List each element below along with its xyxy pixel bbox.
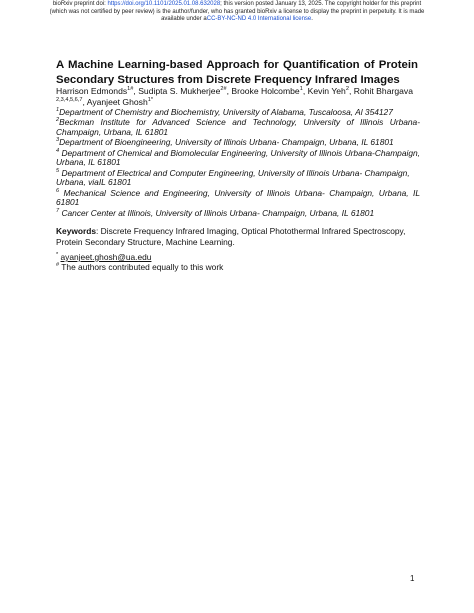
affiliation: $^7$ Cancer Center at Illinois, University of Illinois Urbana- Champaign, Urbana, IL 61801: [56, 207, 375, 218]
affiliation-list: [56, 108, 420, 219]
keywords-text: : Discrete Frequency Infrared Imaging, Optical Photothermal Infrared Spectroscopy, Protein Secondary Structure, Machine Learning.: [56, 226, 406, 247]
paper-title: A Machine Learning-based Approach for Quantification of Protein Secondary Structures from Discrete Frequency Infrared Images: [56, 59, 418, 86]
footnotes: [56, 252, 420, 272]
affiliation: $^5$ Department of Electrical and Computer Engineering, University of Illinois Urbana- Champaign, Urbana, viaIL 61801: [56, 167, 410, 188]
banner-doi-prefix: bioRxiv preprint doi:: [52, 1, 108, 7]
keywords-label: Keywords: [56, 226, 97, 236]
banner-line1-suffix: ; this version posted January 13, 2025. The copyright holder for this preprint: [220, 1, 422, 7]
license-link[interactable]: CC-BY-NC-ND 4.0 International license: [206, 16, 312, 22]
affiliation: $^6$ Mechanical Science and Engineering, University of Illinois Urbana- Champaign, Urbana, IL 61801: [56, 187, 420, 208]
email-footnote: * ayanjeet.ghosh@ua.edu: [56, 252, 152, 262]
author: Harrison Edmonds$^{1\#}$,: [56, 86, 139, 96]
page-number: 1: [410, 574, 415, 583]
banner-line-2: (which was not certified by peer review) is the author/funder, who has granted bioRxiv a license to display the preprint in perpetuity. It is made: [49, 8, 425, 15]
banner-line3-suffix: .: [311, 16, 313, 22]
email-link[interactable]: ayanjeet.ghosh@ua.edu: [60, 252, 152, 262]
banner-license-prefix: available under a: [161, 16, 207, 22]
author: Rohit Bhargava $^{2,3,4,5,6,7}$,: [56, 86, 413, 108]
author: Ayanjeet Ghosh$^{1*}$: [86, 97, 154, 108]
equal-contribution-footnote: # The authors contributed equally to this work: [56, 262, 224, 272]
author-list: [56, 86, 420, 108]
affiliation: $^4$ Department of Chemical and Biomolecular Engineering, University of Illinois Urbana-Champaign, Urbana, IL 61801: [56, 147, 420, 168]
affiliation: $^1$Department of Chemistry and Biochemistry, University of Alabama, Tuscaloosa, Al 354127: [56, 107, 393, 117]
preprint-banner: [20, 1, 454, 24]
affiliation: $^2$Beckman Institute for Advanced Science and Technology, University of Illinois Urbana-Champaign, Urbana, IL 61801: [56, 117, 420, 137]
doi-link[interactable]: https://doi.org/10.1101/2025.01.08.632028: [107, 1, 221, 7]
banner-line-1: [20, 1, 454, 9]
keywords: [56, 226, 420, 247]
affiliation: $^3$Department of Bioengineering, University of Illinois Urbana- Champaign, Urbana, IL 61801: [56, 137, 394, 148]
author: Kevin Yeh$^2$,: [307, 86, 354, 96]
author: Brooke Holcombe$^1$,: [231, 86, 308, 96]
banner-line-3: [20, 16, 454, 24]
author: Sudipta S. Mukherjee$^{2\#}$,: [138, 86, 232, 96]
